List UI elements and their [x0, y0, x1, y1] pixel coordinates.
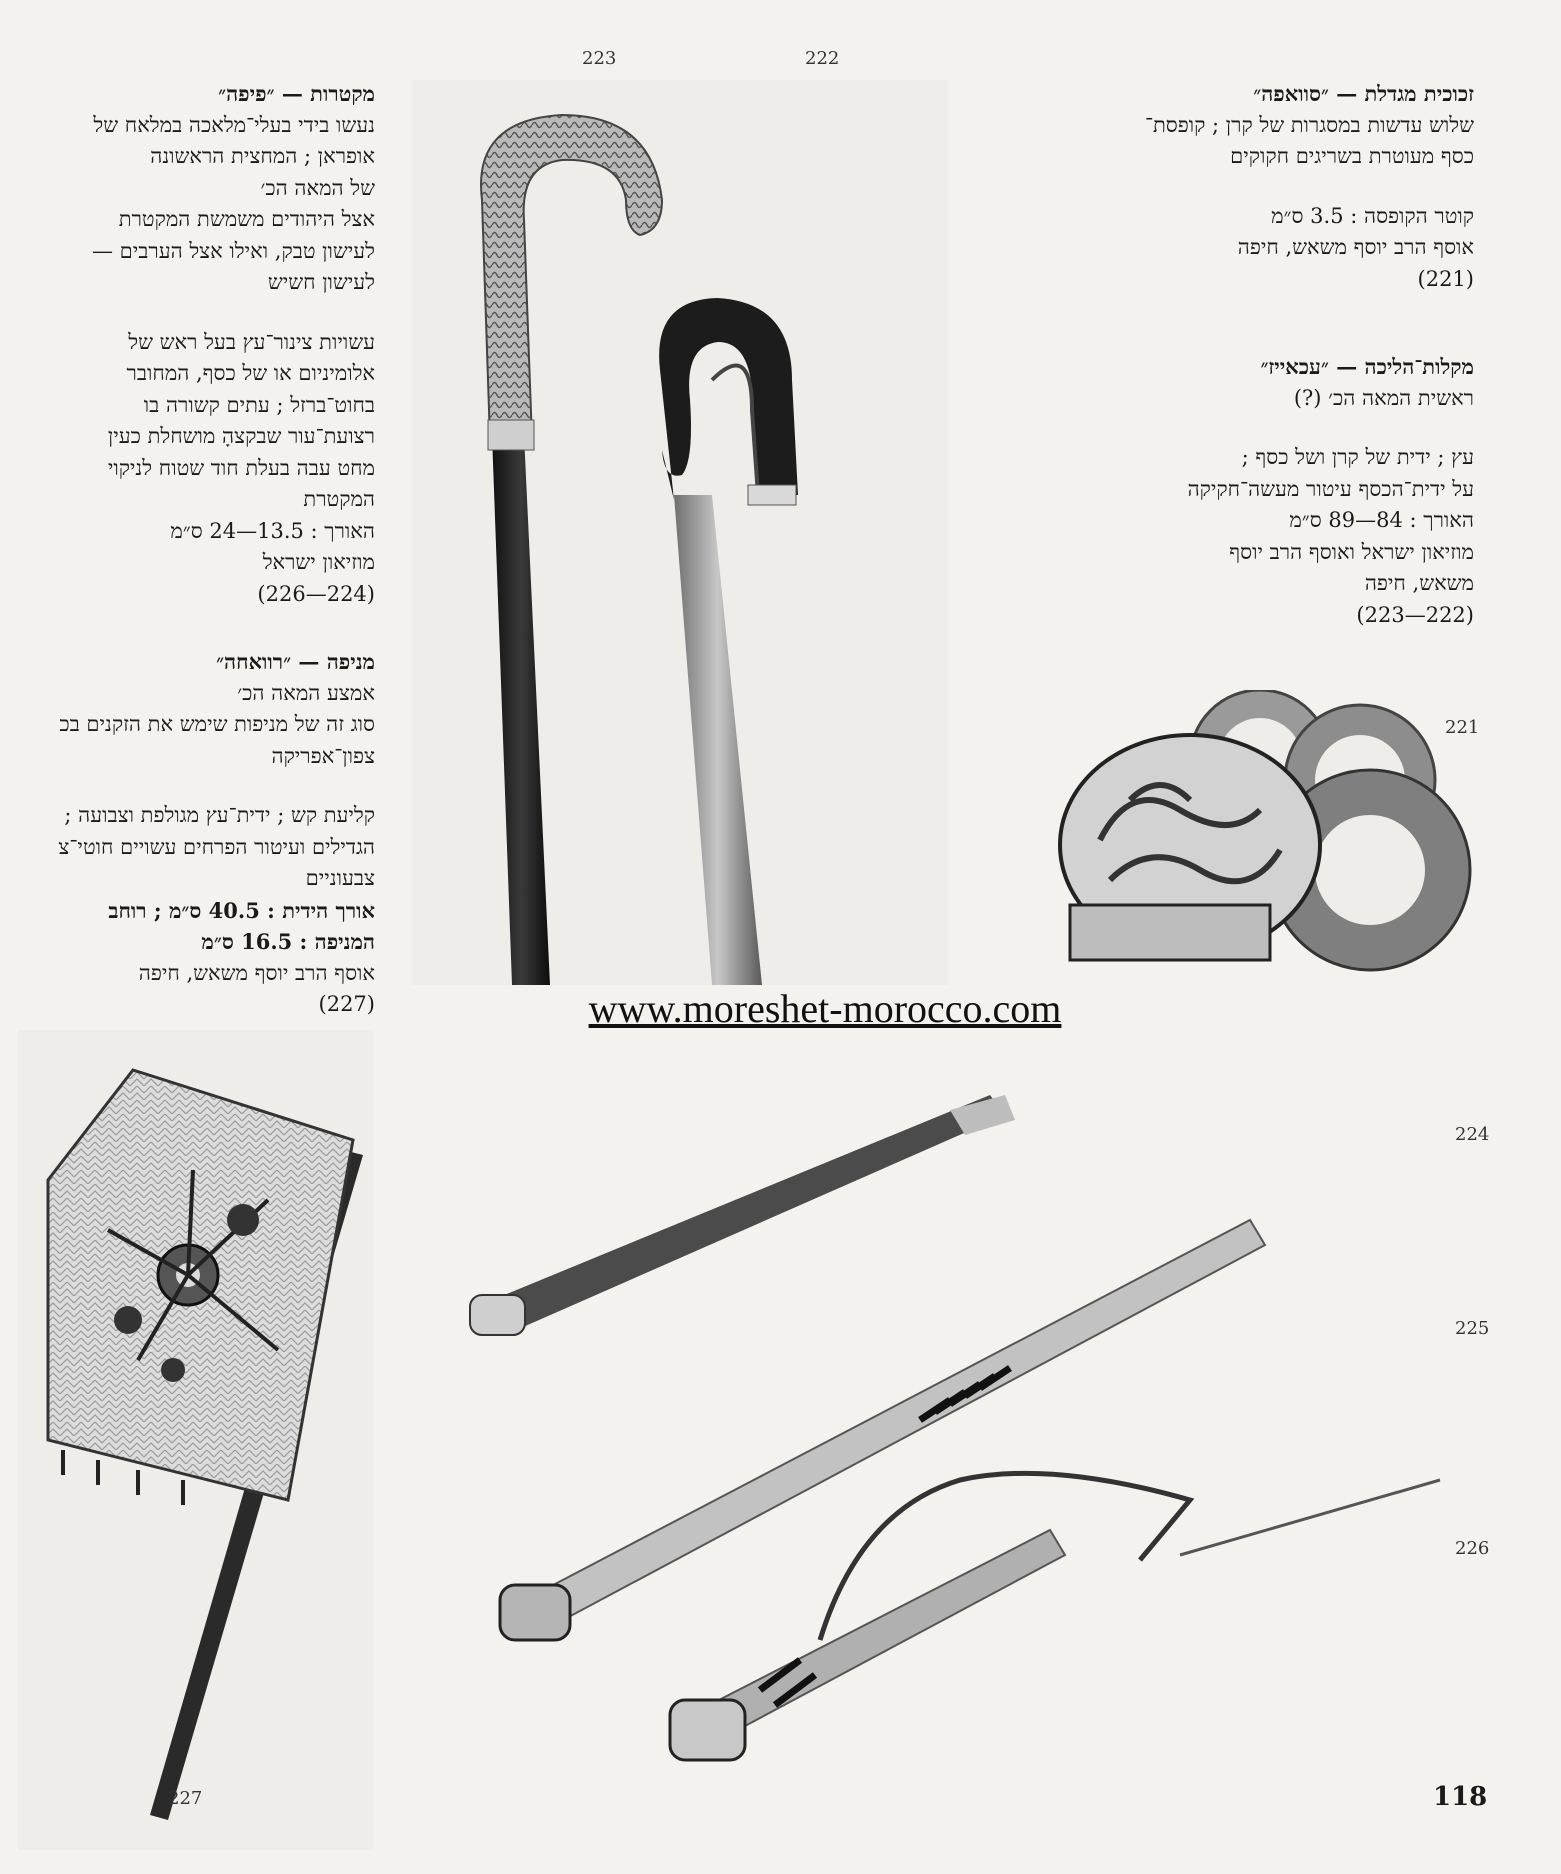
photo-magnifier-box — [1040, 690, 1490, 980]
caption-line: האורך : 84—89 ס״מ — [1289, 508, 1474, 532]
caption-line: של המאה הכ׳ — [260, 175, 375, 200]
caption-line: עשויות צינור־עץ בעל ראש של — [128, 329, 375, 354]
caption-line: קוטר הקופסה : 3.5 ס״מ — [1271, 203, 1474, 228]
caption-line: אוסף הרב יוסף משאש, חיפה — [138, 960, 375, 985]
caption-line: (224—226) — [257, 581, 375, 606]
figure-number-225: 225 — [1455, 1318, 1490, 1339]
caption-line: אופראן ; המחצית הראשונה — [150, 144, 375, 168]
spacer — [0, 299, 375, 327]
caption-line: המניפה : 16.5 ס״מ — [201, 929, 375, 954]
caption-line: לעישון טבק, ואילו אצל הערבים — — [91, 238, 375, 263]
caption-line: הגדילים ועיטור הפרחים עשויים חוטי־צ — [58, 834, 375, 859]
photo-pipes — [430, 1080, 1460, 1780]
caption-line: אוסף הרב יוסף משאש, חיפה — [1237, 235, 1474, 259]
caption-line: מחט עבה בעלת חוד שטוח לניקוי — [107, 455, 375, 480]
caption-line: שלוש עדשות במסגרות של קרן ; קופסת־ — [1144, 112, 1474, 137]
photo-straw-fan — [18, 1030, 373, 1850]
figure-number-224: 224 — [1455, 1124, 1490, 1145]
figure-number-226: 226 — [1455, 1538, 1490, 1559]
page-number: 118 — [1433, 1782, 1488, 1812]
caption-line: עץ ; ידית של קרן ושל כסף ; — [1241, 445, 1474, 469]
caption-line: (221) — [1417, 266, 1474, 291]
caption-pipes — [0, 78, 375, 610]
caption-line: רצועת־עור שבקצהָ מושחלת כעין — [107, 424, 375, 448]
caption-fan — [0, 646, 375, 1021]
caption-line: בחוט־ברזל ; עתים קשורה בו — [143, 392, 375, 417]
caption-line: אורך הידית : 40.5 ס״מ ; רוחב — [108, 897, 375, 923]
caption-line: ראשית המאה הכ׳ (?) — [1293, 385, 1474, 410]
photo-walking-canes — [412, 80, 948, 985]
column-number-223: 223 — [582, 48, 617, 69]
spacer — [1000, 295, 1474, 323]
caption-line: (227) — [318, 992, 375, 1016]
caption-line: אלומיניום או של כסף, המחובר — [126, 361, 375, 385]
spacer — [1000, 414, 1474, 442]
caption-line: מקטרות — ״פיפה״ — [218, 81, 375, 106]
caption-line: צפון־אפריקה — [271, 743, 375, 768]
figure-number-221: 221 — [1445, 717, 1480, 738]
caption-line: זכוכית מגדלת — ״סוואפה״ — [1253, 81, 1474, 106]
caption-line: אצל היהודים משמשת המקטרת — [118, 207, 375, 231]
column-number-222: 222 — [805, 48, 840, 69]
caption-magnifier-and-canes — [1000, 78, 1474, 631]
watermark-url[interactable]: www.moreshet-morocco.com — [588, 986, 1062, 1031]
caption-line: מניפה — ״רוואחה״ — [216, 649, 375, 674]
caption-line: כסף מעוטרת בשריגים חקוקים — [1230, 144, 1474, 168]
caption-line: לעישון חשיש — [267, 270, 375, 294]
caption-line: האורך : 13.5—24 ס״מ — [170, 518, 375, 543]
spacer — [0, 772, 375, 800]
caption-line: צבעוניים — [305, 866, 375, 890]
caption-line: מקלות־הליכה — ״עכאייז״ — [1260, 354, 1474, 379]
caption-line: (222—223) — [1356, 602, 1474, 627]
spacer — [1000, 173, 1474, 201]
caption-line: על ידית־הכסף עיטור מעשה־חקיקה — [1187, 476, 1474, 501]
caption-line: קליעת קש ; ידית־עץ מגולפת וצבועה ; — [64, 803, 375, 827]
caption-line: המקטרת — [303, 487, 375, 511]
caption-line: נעשו בידי בעלי־מלאכה במלאח של — [93, 112, 375, 137]
caption-line: מוזיאון ישראל ואוסף הרב יוסף — [1229, 539, 1474, 564]
caption-line: משאש, חיפה — [1364, 571, 1474, 595]
caption-line: מוזיאון ישראל — [262, 550, 375, 574]
caption-line: אמצע המאה הכ׳ — [237, 680, 375, 705]
figure-number-227: 227 — [168, 1788, 203, 1809]
caption-line: סוג זה של מניפות שימש את הזקנים בכ — [59, 712, 375, 736]
spacer — [1000, 323, 1474, 351]
